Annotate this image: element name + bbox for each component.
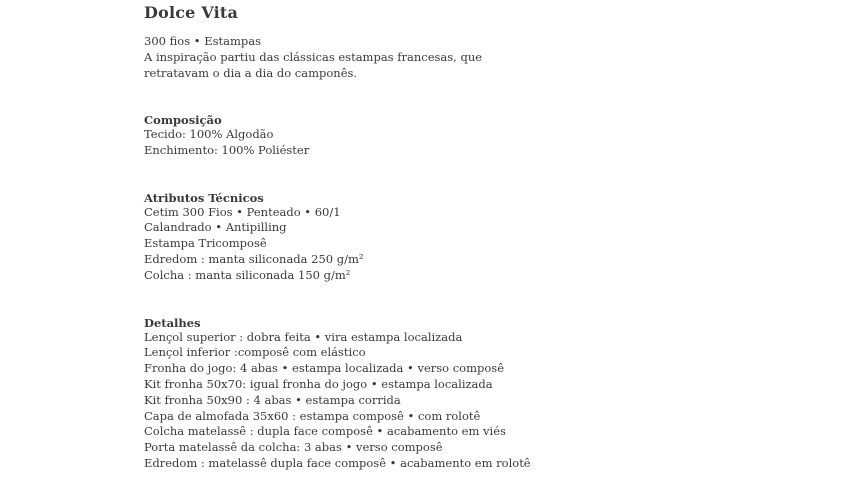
product-description: A inspiração partiu das clássicas estampas francesas, que retratavam o dia a dia do camponês. [144,50,483,80]
detail-line: Kit fronha 50x90 : 4 abas • estampa corrida [144,392,401,407]
detail-line: Kit fronha 50x70: igual fronha do jogo • estampa localizada [144,376,493,391]
attribute-line: Edredom : manta siliconada 250 g/m² [144,251,364,266]
composition-line: Tecido: 100% Algodão [144,127,274,141]
composition-heading: Composição [144,113,222,127]
technical-attributes-heading: Atributos Técnicos [144,190,264,205]
detail-line: Fronha do jogo: 4 abas • estampa localizada • verso composê [144,361,504,376]
details-heading: Detalhes [144,315,201,330]
attribute-line: Colcha : manta siliconada 150 g/m² [144,267,351,282]
attribute-line: Cetim 300 Fios • Penteado • 60/1 [144,204,341,219]
detail-line: Capa de almofada 35x60 : estampa composê • com rolotê [144,408,481,423]
product-subtitle: 300 fios • Estampas [144,34,261,48]
composition-section [144,113,704,159]
product-description-sheet [144,3,704,472]
detail-line: Lençol inferior :composê com elástico [144,345,366,360]
technical-attributes-section [144,191,704,284]
detail-line: Lençol superior : dobra feita • vira estampa localizada [144,329,463,344]
details-section [144,316,704,472]
attribute-line: Estampa Tricomposê [144,236,267,251]
attribute-line: Calandrado • Antipilling [144,220,287,235]
product-title: Dolce Vita [144,3,239,22]
composition-line: Enchimento: 100% Poliéster [144,142,310,157]
detail-line: Edredom : matelassê dupla face composê • acabamento em rolotê [144,455,531,470]
detail-line: Colcha matelassê : dupla face composê • acabamento em viés [144,424,506,439]
detail-line: Porta matelassê da colcha: 3 abas • verso composê [144,440,443,455]
